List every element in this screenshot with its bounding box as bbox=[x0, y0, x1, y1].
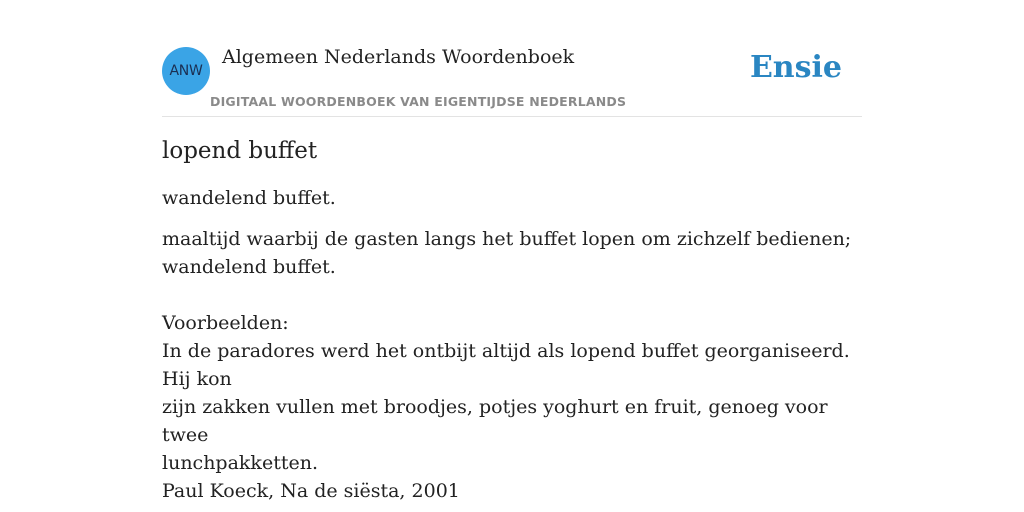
site-title[interactable]: Algemeen Nederlands Woordenboek bbox=[222, 46, 575, 68]
anw-logo[interactable]: ANW bbox=[162, 47, 210, 95]
short-definition: wandelend buffet. bbox=[162, 187, 336, 209]
example-source: Paul Koeck, Na de siësta, 2001 bbox=[162, 480, 460, 502]
examples-label: Voorbeelden: bbox=[162, 312, 289, 334]
entry-headword: lopend buffet bbox=[162, 138, 318, 164]
site-subtitle: DIGITAAL WOORDENBOEK VAN EIGENTIJDSE NEDERLANDS bbox=[210, 94, 627, 109]
ensie-brand-logo[interactable]: Ensie bbox=[749, 50, 842, 85]
entry-content bbox=[162, 138, 862, 505]
paragraph-spacer bbox=[162, 281, 862, 309]
entry-body bbox=[162, 225, 862, 505]
site-header bbox=[162, 40, 862, 117]
example-line: In de paradores werd het ontbijt altijd als lopend buffet georganiseerd. Hij kon bbox=[162, 340, 850, 390]
definition-line: maaltijd waarbij de gasten langs het buffet lopen om zichzelf bedienen; bbox=[162, 228, 852, 250]
definition-line: wandelend buffet. bbox=[162, 256, 336, 278]
example-line: zijn zakken vullen met broodjes, potjes yoghurt en fruit, genoeg voor twee bbox=[162, 396, 828, 446]
example-line: lunchpakketten. bbox=[162, 452, 318, 474]
